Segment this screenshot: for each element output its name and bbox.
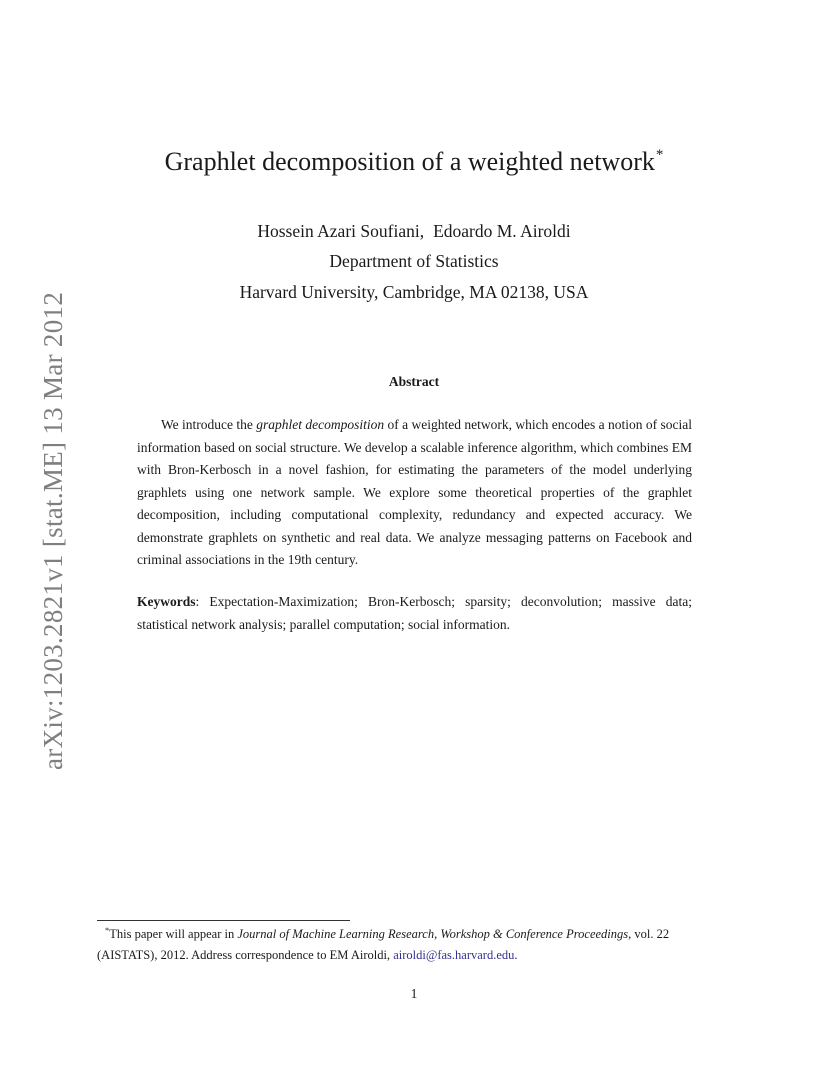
footnote-text: This paper will appear in [109,927,238,941]
footnote-line [97,948,518,962]
email-link[interactable]: airoldi@fas.harvard.edu [393,948,515,962]
author-affiliation: Harvard University, Cambridge, MA 02138, USA [239,282,589,302]
abstract-text: We introduce the [161,417,257,432]
keywords-paragraph [137,591,692,636]
footnote-text: , vol. 22 [628,927,670,941]
paper-title [0,146,828,178]
footnote-marker: * [105,925,110,935]
footnote-rule [97,920,350,921]
abstract-body [137,414,692,572]
footnote-line [97,924,733,945]
paper-title-text: Graphlet decomposition of a weighted network [164,147,655,176]
arxiv-identifier: arXiv:1203.2821v1 [stat.ME] 13 Mar 2012 [38,291,68,770]
abstract-heading: Abstract [388,374,440,389]
footnote-text: (AISTATS), 2012. Address correspondence to EM Airoldi, [97,948,394,962]
keywords-label: Keywords [137,594,196,609]
author-department: Department of Statistics [329,251,499,271]
footnote-text: . [514,948,518,962]
abstract-text: of a weighted network, which encodes a notion of social information based on social structure. We develop a scalable inference algorithm, which combines EM with Bron-Kerbosch in a novel fashion, for estimating the parameters of the model underlying graphlets using one network sample. We explore some theoretical properties of the graphlet decomposition, including computational complexity, redundancy and expected accuracy. We demonstrate graphlets on synthetic and real data. We analyze messaging patterns on Facebook and criminal associations in the 19th century. [137,417,692,567]
author-name: Hossein Azari Soufiani, [257,221,425,241]
footnote [97,924,733,966]
keywords-text: : Expectation-Maximization; Bron-Kerbosch; sparsity; deconvolution; massive data; statistical network analysis; parallel computation; social information. [137,594,692,632]
page-number: 1 [410,986,418,1001]
author-name: Edoardo M. Airoldi [433,221,571,241]
abstract-term: graphlet decomposition [256,417,385,432]
title-footnote-marker: * [655,147,664,163]
footnote-venue: Journal of Machine Learning Research, Workshop & Conference Proceedings [237,927,629,941]
author-list [0,220,828,242]
